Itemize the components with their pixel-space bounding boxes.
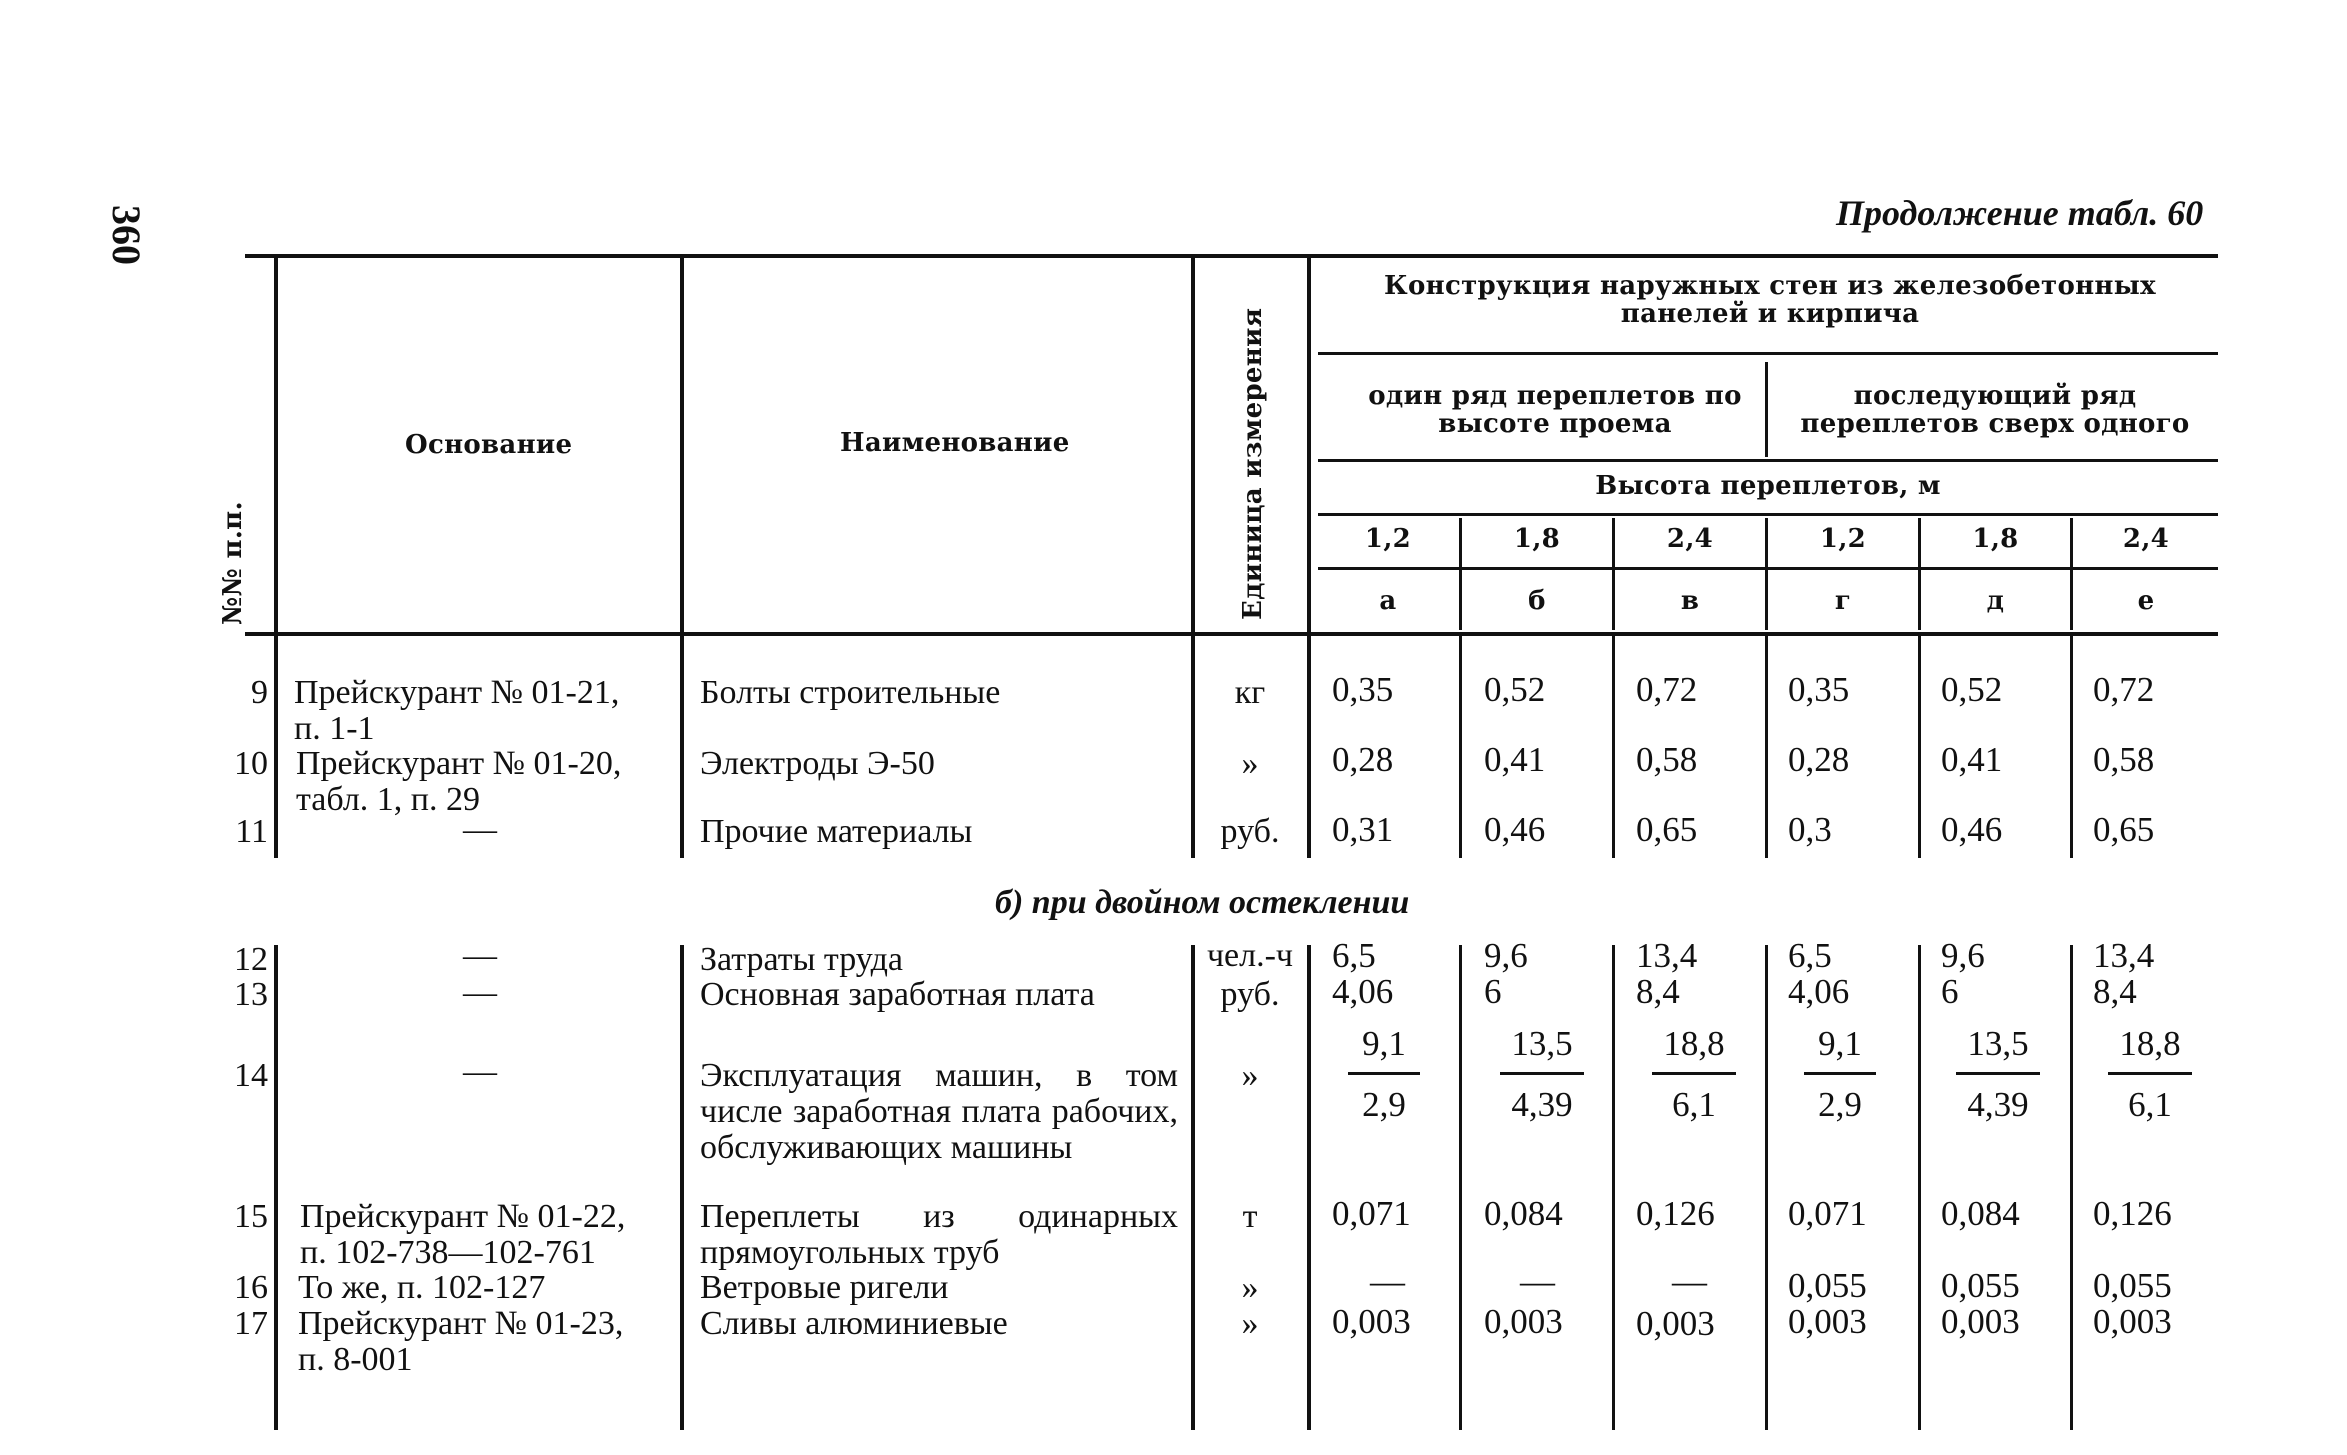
row-value: 0,52 xyxy=(1941,670,2003,709)
row-value: 4,06 xyxy=(1788,972,1850,1011)
row-value: 0,72 xyxy=(2093,670,2155,709)
header-rule-group xyxy=(1318,352,2218,355)
fraction-cell xyxy=(1652,1024,1736,1125)
row-value: 0,084 xyxy=(1941,1194,2020,1233)
row-number: 15 xyxy=(234,1198,268,1235)
row-value: 0,28 xyxy=(1332,740,1394,779)
header-rule-letters xyxy=(1318,567,2218,570)
row-name: Затраты труда xyxy=(700,941,904,978)
col-divider-v1-b xyxy=(1459,945,1462,1430)
col-divider-v2-b xyxy=(1612,945,1615,1430)
row-value: 0,055 xyxy=(2093,1266,2172,1305)
row-value: 0,126 xyxy=(1636,1194,1715,1233)
row-value: 0,003 xyxy=(1484,1302,1563,1341)
row-value: 6 xyxy=(1941,972,1959,1011)
col-divider-no-b xyxy=(274,945,278,1430)
header-col-basis: Основание xyxy=(405,430,573,460)
header-height: 1,2 xyxy=(1364,524,1412,554)
header-height: 2,4 xyxy=(2122,524,2170,554)
row-name: Электроды Э-50 xyxy=(700,745,935,782)
row-value: 0,071 xyxy=(1788,1194,1867,1233)
header-height: 1,8 xyxy=(1513,524,1561,554)
section-b-title: б) при двойном остеклении xyxy=(995,884,1410,921)
row-name: Сливы алюминиевые xyxy=(700,1305,1008,1342)
row-value: 0,65 xyxy=(2093,810,2155,849)
fraction-numerator: 9,1 xyxy=(1804,1024,1876,1075)
header-sub-right: последующий ряд переплетов сверх одного xyxy=(1800,381,2190,439)
col-divider-v1-a xyxy=(1459,636,1462,858)
row-name: Эксплуатация машин, в том числе заработная плата рабочих, обслуживающих машины xyxy=(700,1057,1178,1166)
col-divider-basis-b xyxy=(680,945,684,1430)
header-height: 1,2 xyxy=(1819,524,1867,554)
header-bottom-rule xyxy=(245,632,2218,636)
row-unit: т xyxy=(1242,1198,1258,1235)
col-divider-v5 xyxy=(2070,518,2073,630)
row-value: 0,46 xyxy=(1484,810,1546,849)
col-divider-v5-a xyxy=(2070,636,2073,858)
row-unit: » xyxy=(1241,1305,1259,1342)
row-value: 0,46 xyxy=(1941,810,2003,849)
row-unit: » xyxy=(1241,1269,1259,1306)
row-value: 0,52 xyxy=(1484,670,1546,709)
row-number: 12 xyxy=(234,941,268,978)
row-value: 8,4 xyxy=(1636,972,1680,1011)
col-divider-v1 xyxy=(1459,518,1462,630)
row-unit: » xyxy=(1241,1057,1259,1094)
header-rule-height xyxy=(1318,513,2218,516)
row-basis: п. 102-738—102-761 xyxy=(300,1234,596,1271)
row-value: 0,3 xyxy=(1788,810,1832,849)
header-letter: д xyxy=(1986,586,2005,616)
col-divider-v2-a xyxy=(1612,636,1615,858)
col-divider-v4-a xyxy=(1918,636,1921,858)
col-divider-v3 xyxy=(1765,518,1768,630)
fraction-cell xyxy=(1348,1024,1420,1125)
row-value: 0,35 xyxy=(1788,670,1850,709)
row-value: — xyxy=(1370,1262,1405,1301)
row-basis: Прейскурант № 01-20, xyxy=(296,745,622,782)
row-value: 0,35 xyxy=(1332,670,1394,709)
row-basis: п. 8-001 xyxy=(298,1341,413,1378)
col-divider-unit xyxy=(1307,258,1311,858)
row-number: 11 xyxy=(235,813,268,850)
row-value: — xyxy=(1520,1262,1555,1301)
row-number: 9 xyxy=(251,674,268,711)
row-value: 6,5 xyxy=(1332,936,1376,975)
fraction-denominator: 2,9 xyxy=(1818,1085,1862,1124)
row-unit: руб. xyxy=(1220,976,1280,1013)
row-value: 0,003 xyxy=(2093,1302,2172,1341)
fraction-denominator: 2,9 xyxy=(1362,1085,1406,1124)
col-divider-no xyxy=(274,258,278,858)
row-value: 0,31 xyxy=(1332,810,1394,849)
header-height-title: Высота переплетов, м xyxy=(1595,471,1941,501)
table-top-rule xyxy=(245,254,2218,258)
fraction-denominator: 6,1 xyxy=(1672,1085,1716,1124)
row-value: 8,4 xyxy=(2093,972,2137,1011)
row-basis: п. 1-1 xyxy=(294,710,375,747)
table-continuation-caption: Продолжение табл. 60 xyxy=(1836,193,2204,233)
row-value: 0,055 xyxy=(1788,1266,1867,1305)
row-value: 0,41 xyxy=(1941,740,2003,779)
fraction-numerator: 13,5 xyxy=(1500,1024,1584,1075)
row-name: Прочие материалы xyxy=(700,813,973,850)
row-value: 13,4 xyxy=(2093,936,2155,975)
col-divider-v2 xyxy=(1612,518,1615,630)
row-value: 0,72 xyxy=(1636,670,1698,709)
row-value: — xyxy=(1672,1262,1707,1301)
col-divider-v4 xyxy=(1918,518,1921,630)
col-divider-unit-b xyxy=(1307,945,1311,1430)
row-number: 16 xyxy=(234,1269,268,1306)
header-col-name: Наименование xyxy=(840,428,1070,458)
row-number: 13 xyxy=(234,976,268,1013)
header-rule-sub xyxy=(1318,459,2218,462)
fraction-numerator: 13,5 xyxy=(1956,1024,2040,1075)
col-divider-v3-a xyxy=(1765,636,1768,858)
row-value: 13,4 xyxy=(1636,936,1698,975)
row-value: 6 xyxy=(1484,972,1502,1011)
header-divider-sub xyxy=(1765,362,1768,457)
fraction-cell xyxy=(2108,1024,2192,1125)
row-name: Болты строительные xyxy=(700,674,1001,711)
row-number: 10 xyxy=(234,745,268,782)
row-basis: табл. 1, п. 29 xyxy=(296,781,480,818)
fraction-denominator: 6,1 xyxy=(2128,1085,2172,1124)
header-group-title: Конструкция наружных стен из железобетонных панелей и кирпича xyxy=(1384,271,2156,329)
row-value: 0,071 xyxy=(1332,1194,1411,1233)
header-col-no: №№ п.п. xyxy=(218,501,248,625)
header-letter: г xyxy=(1834,586,1852,616)
row-basis: — xyxy=(463,974,497,1011)
fraction-cell xyxy=(1956,1024,2040,1125)
row-basis: — xyxy=(463,1053,497,1090)
row-value: 0,084 xyxy=(1484,1194,1563,1233)
fraction-numerator: 18,8 xyxy=(2108,1024,2192,1075)
row-value: 0,055 xyxy=(1941,1266,2020,1305)
header-height: 2,4 xyxy=(1666,524,1714,554)
row-unit: кг xyxy=(1234,674,1266,711)
row-basis: — xyxy=(463,811,497,848)
row-unit: чел.-ч xyxy=(1206,937,1294,974)
row-value: 0,126 xyxy=(2093,1194,2172,1233)
row-basis: Прейскурант № 01-23, xyxy=(298,1305,624,1342)
row-basis: То же, п. 102-127 xyxy=(298,1269,546,1306)
header-letter: б xyxy=(1528,586,1546,616)
row-value: 0,003 xyxy=(1941,1302,2020,1341)
col-divider-v5-b xyxy=(2070,945,2073,1430)
row-basis: — xyxy=(463,937,497,974)
row-value: 0,58 xyxy=(2093,740,2155,779)
col-divider-v4-b xyxy=(1918,945,1921,1430)
header-height: 1,8 xyxy=(1972,524,2019,554)
row-unit: руб. xyxy=(1220,813,1280,850)
row-value: 0,58 xyxy=(1636,740,1698,779)
page-number: 360 xyxy=(104,205,149,265)
fraction-cell xyxy=(1500,1024,1584,1125)
header-sub-left: один ряд переплетов по высоте проема xyxy=(1368,381,1742,439)
header-letter: е xyxy=(2137,586,2155,616)
row-unit: » xyxy=(1241,745,1259,782)
fraction-denominator: 4,39 xyxy=(1967,1085,2029,1124)
header-col-unit: Единица измерения xyxy=(1238,307,1268,620)
row-basis: Прейскурант № 01-21, xyxy=(294,674,620,711)
row-basis: Прейскурант № 01-22, xyxy=(300,1198,626,1235)
header-letter: в xyxy=(1680,586,1700,616)
row-number: 14 xyxy=(234,1057,268,1094)
row-value: 0,41 xyxy=(1484,740,1546,779)
col-divider-v3-b xyxy=(1765,945,1768,1430)
row-number: 17 xyxy=(234,1305,268,1342)
header-letter: а xyxy=(1379,586,1397,616)
row-value: 0,003 xyxy=(1636,1304,1715,1343)
fraction-numerator: 9,1 xyxy=(1348,1024,1420,1075)
fraction-numerator: 18,8 xyxy=(1652,1024,1736,1075)
row-name: Переплеты из одинарных прямоугольных труб xyxy=(700,1198,1178,1271)
row-value: 0,003 xyxy=(1332,1302,1411,1341)
fraction-cell xyxy=(1804,1024,1876,1125)
row-name: Ветровые ригели xyxy=(700,1269,949,1306)
row-name: Основная заработная плата xyxy=(700,976,1095,1013)
col-divider-name-b xyxy=(1191,945,1195,1430)
row-value: 0,65 xyxy=(1636,810,1698,849)
row-value: 9,6 xyxy=(1941,936,1985,975)
row-value: 0,28 xyxy=(1788,740,1850,779)
row-value: 6,5 xyxy=(1788,936,1832,975)
row-value: 4,06 xyxy=(1332,972,1394,1011)
row-value: 9,6 xyxy=(1484,936,1528,975)
row-value: 0,003 xyxy=(1788,1302,1867,1341)
col-divider-basis xyxy=(680,258,684,858)
fraction-denominator: 4,39 xyxy=(1511,1085,1573,1124)
